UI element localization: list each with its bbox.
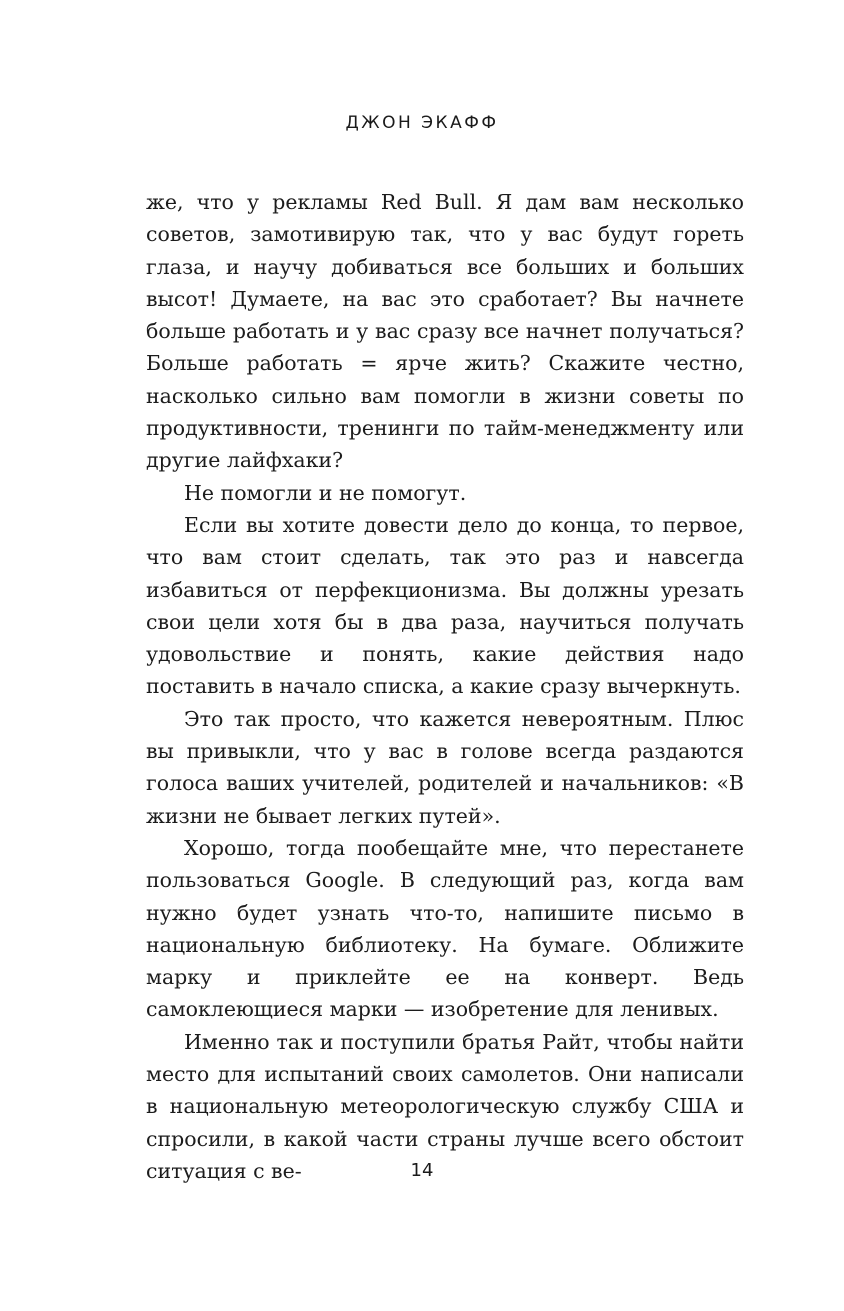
paragraph: Если вы хотите довести дело до конца, то первое, что вам стоит сделать, так это раз и навсегда избавиться от перфекционизма. Вы должны урезать свои цели хотя бы в два раза, научиться получать удовольствие и понять, какие действия надо поставить в начало списка, а какие сразу вычеркнуть. xyxy=(146,512,744,699)
paragraph: Это так просто, что кажется невероятным. Плюс вы привыкли, что у вас в голове всегда раздаются голоса ваших учителей, родителей и начальников: «В жизни не бывает легких путей». xyxy=(146,706,744,828)
paragraph-continuation: же, что у рекламы Red Bull. Я дам вам несколько советов, замотивирую так, что у вас будут гореть глаза, и научу добиваться все больших и больших высот! Думаете, на вас это сработает? Вы начнете больше работать и у вас сразу все начнет получаться? Больше работать = ярче жить? Скажите честно, насколько сильно вам помогли в жизни советы по продуктивности, тренинги по тайм-менеджменту или другие лайфхаки? xyxy=(146,190,744,473)
paragraph: Именно так и поступили братья Райт, чтобы найти место для испытаний своих самолетов. Они написали в национальную метеорологическую службу США и спросили, в какой части страны лучше всего обстоит ситуация с ве- xyxy=(146,1029,744,1183)
page-number: 14 xyxy=(410,1160,434,1181)
paragraph: Не помогли и не помогут. xyxy=(184,480,467,505)
paragraph: Хорошо, тогда пообещайте мне, что перестанете пользоваться Google. В следующий раз, когда вам нужно будет узнать что-то, напишите письмо в национальную библиотеку. На бумаге. Оближите марку и приклейте ее на конверт. Ведь самоклеющиеся марки — изобретение для ленивых. xyxy=(146,835,744,1022)
running-header-author: ДЖОН ЭКАФФ xyxy=(345,113,499,133)
body-text xyxy=(146,186,744,1187)
